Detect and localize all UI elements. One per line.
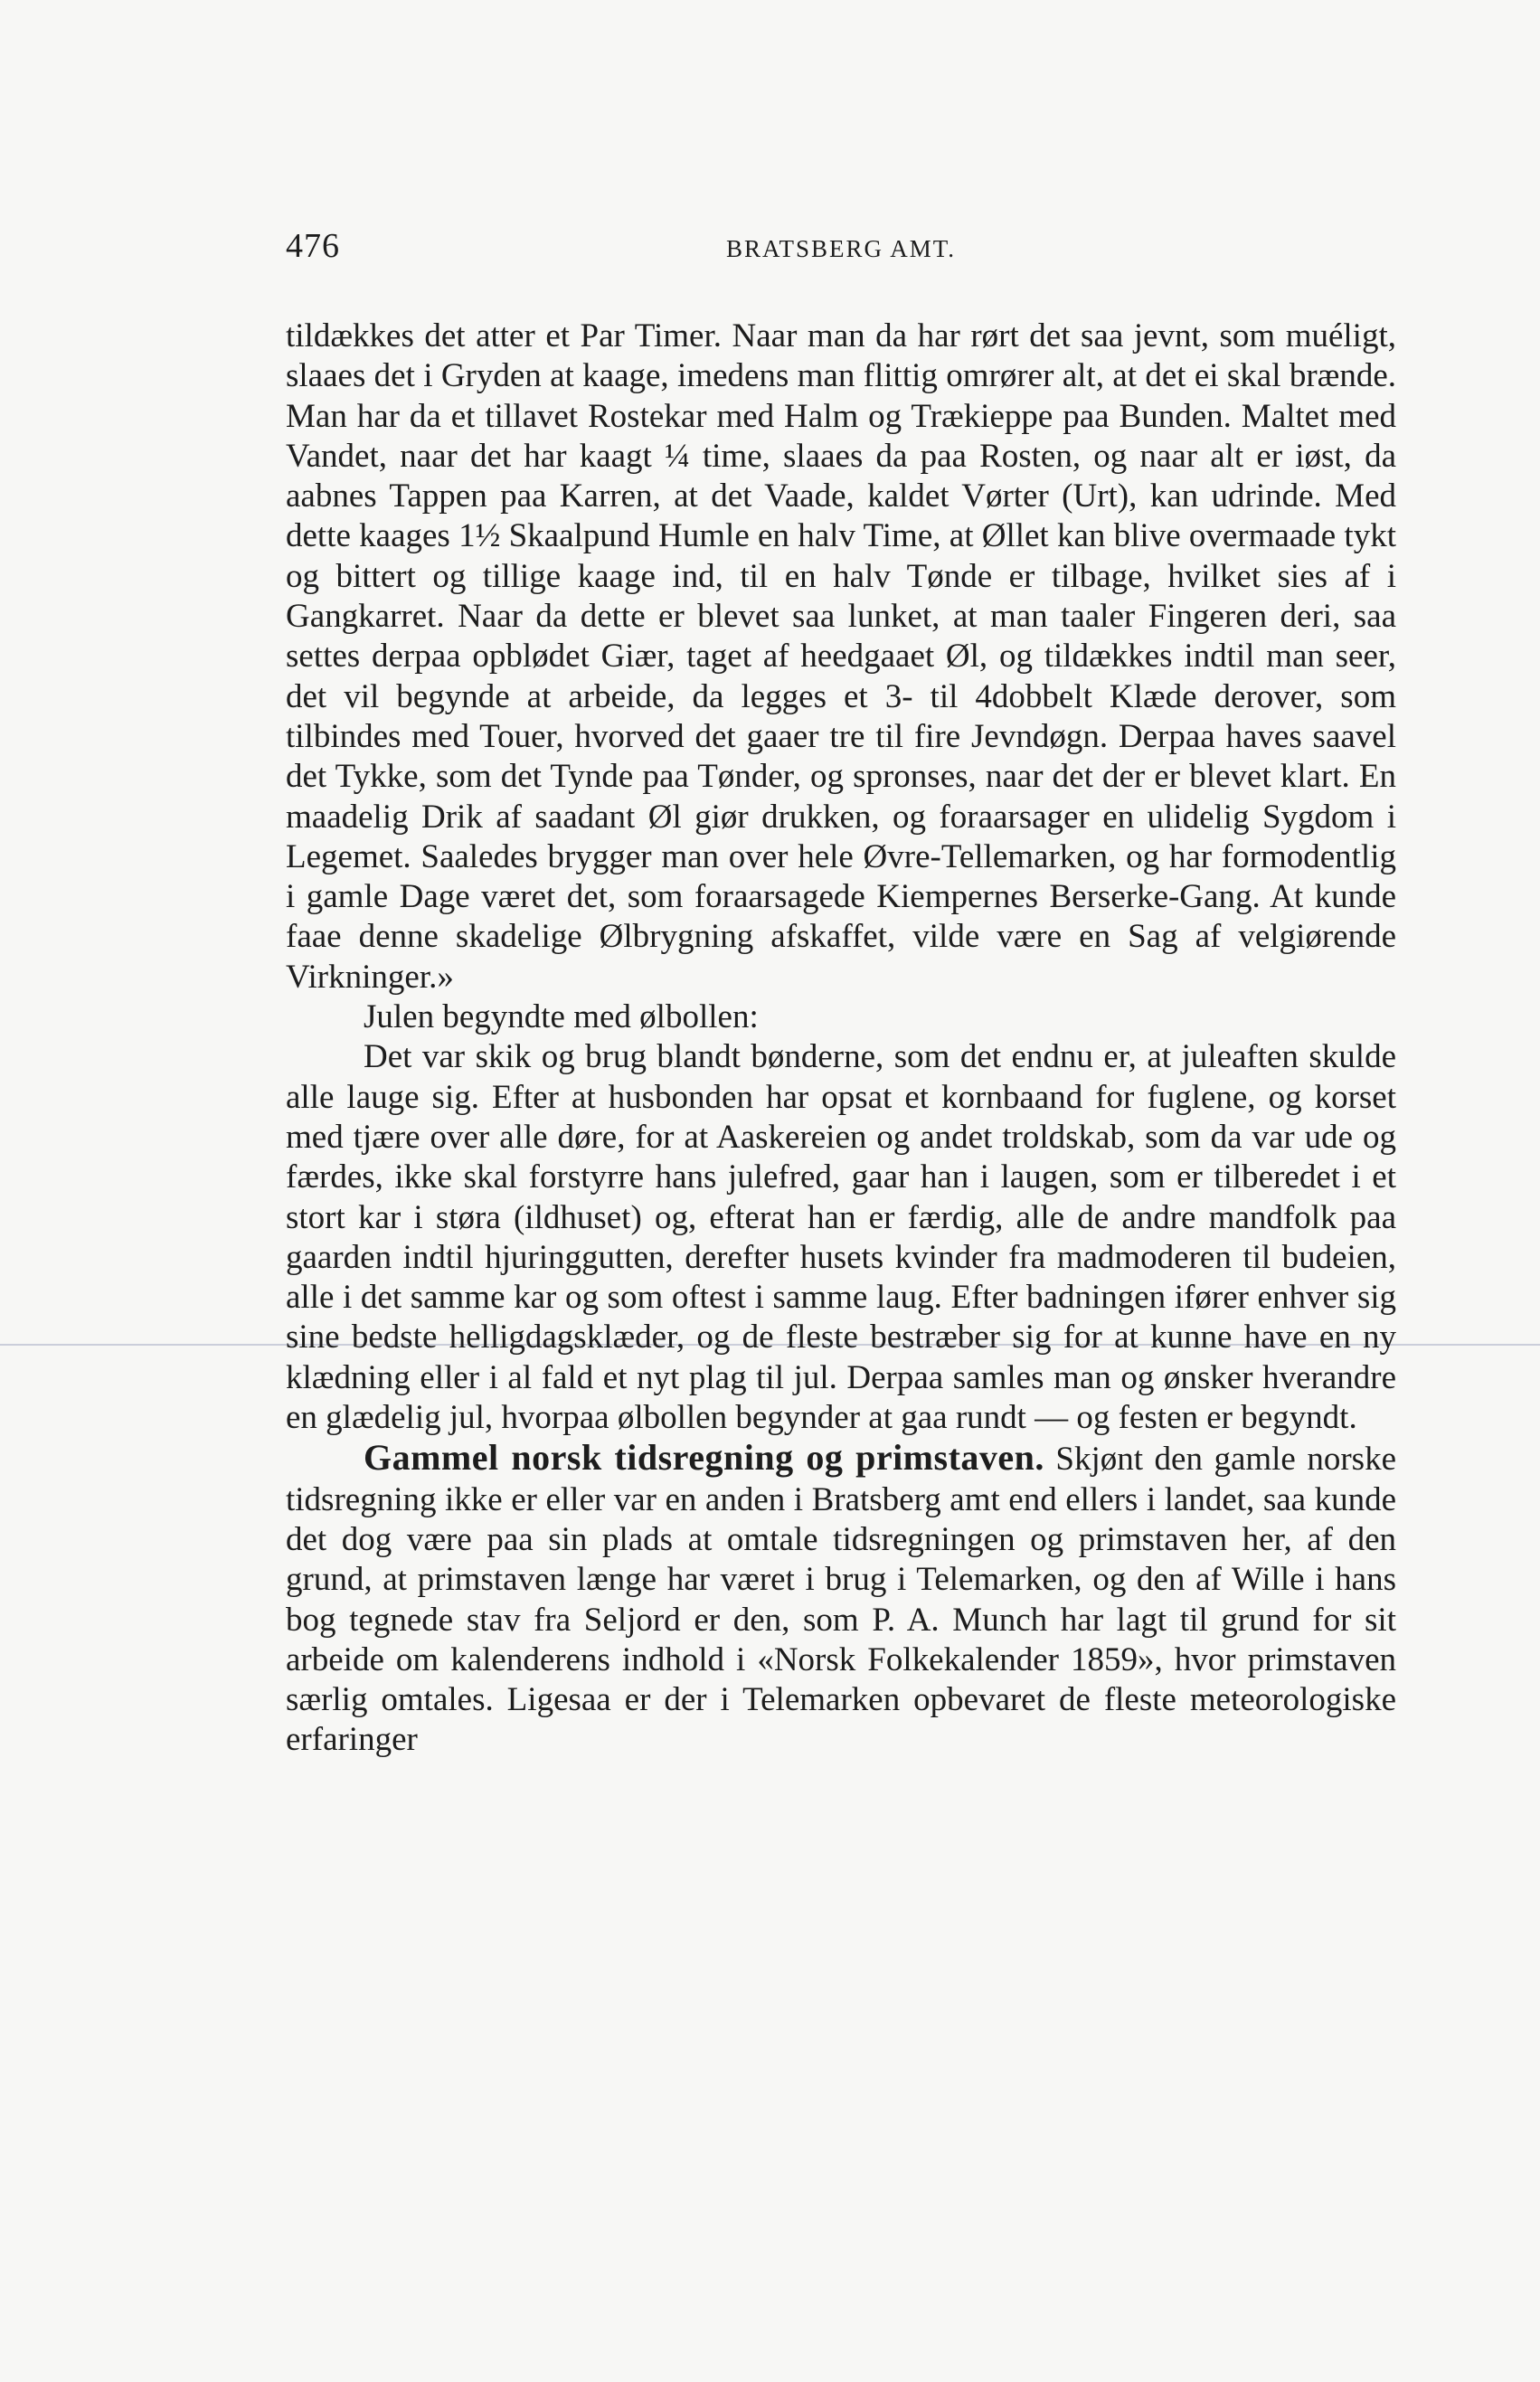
section-time-reckoning [286,1438,1396,1760]
paragraph-christmas-customs: Det var skik og brug blandt bønderne, som det endnu er, at juleaften skulde alle lauge sig. Efter at husbonden har opsat et kornbaand for fuglene, og korset med tjære over alle døre, for at Aaskereien og andet troldskab, som da var ude og færdes, ikke skal forstyrre hans julefred, gaar han i laugen, som er tilberedet i et stort kar i støra (ildhuset) og, efterat han er færdig, alle de andre mandfolk paa gaarden indtil hjuringgutten, derefter husets kvinder fra madmoderen til budeien, alle i det samme kar og som oftest i samme laug. Efter badningen ifører enhver sig sine bedste helligdagsklæder, og de fleste bestræber sig for at kunne have en ny klædning eller i al fald et nyt plag til jul. Derpaa samles man og ønsker hverandre en glædelig jul, hvorpaa ølbollen begynder at gaa rundt — og festen er begyndt. [286,1038,1396,1437]
section-text: Skjønt den gamle norske tidsregning ikke er eller var en anden i Bratsberg amt end ellers i landet, saa kunde det dog være paa sin plads at omtale tidsregningen og primstaven her, af den grund, at primstaven længe har været i brug i Telemarken, og den af Wille i hans bog tegnede stav fra Seljord er den, som P. A. Munch har lagt til grund for sit arbeide om kalenderens indhold i «Norsk Folkekalender 1859», hvor primstaven særlig omtales. Ligesaa er der i Telemarken opbevaret de fleste meteorologiske erfaringer [286,1441,1396,1759]
body-text [286,317,1396,1761]
paragraph-christmas-intro: Julen begyndte med ølbollen: [364,998,759,1036]
running-head: BRATSBERG AMT. [725,235,957,262]
section-title: Gammel norsk tidsregning og primstaven. [364,1437,1044,1479]
page-header [286,226,1396,280]
page-number: 476 [286,227,340,265]
book-page [286,226,1396,1761]
paragraph-ale-brewing: tildækkes det atter et Par Timer. Naar man da har rørt det saa jevnt, som muéligt, slaaes det i Gryden at kaage, imedens man flittig omrører alt, at det ei skal brænde. Man har da et tillavet Rostekar med Halm og Trækieppe paa Bunden. Maltet med Vandet, naar det har kaagt ¼ time, slaaes da paa Rosten, og naar alt er iøst, da aabnes Tappen paa Karren, at det Vaade, kaldet Vørter (Urt), kan udrinde. Med dette kaages 1½ Skaalpund Humle en halv Time, at Øllet kan blive overmaade tykt og bittert og tillige kaage ind, til en halv Tønde er tilbage, hvilket sies af i Gangkarret. Naar da dette er blevet saa lunket, at man taaler Fingeren deri, saa settes derpaa opblødet Giær, taget af heedgaaet Øl, og tildækkes indtil man seer, det vil begynde at arbeide, da legges et 3- til 4dobbelt Klæde derover, som tilbindes med Touer, hvorved det gaaer tre til fire Jevndøgn. Derpaa haves saavel det Tykke, som det Tynde paa Tønder, og spronses, naar det der er blevet klart. En maadelig Drik af saadant Øl giør drukken, og foraarsager en ulidelig Sygdom i Legemet. Saaledes brygger man over hele Øvre-Tellemarken, og har formodentlig i gamle Dage været det, som foraarsagede Kiempernes Berserke-Gang. At kunde faae denne skadelige Ølbrygning afskaffet, vilde være en Sag af velgiørende Virkninger.» [286,317,1396,996]
